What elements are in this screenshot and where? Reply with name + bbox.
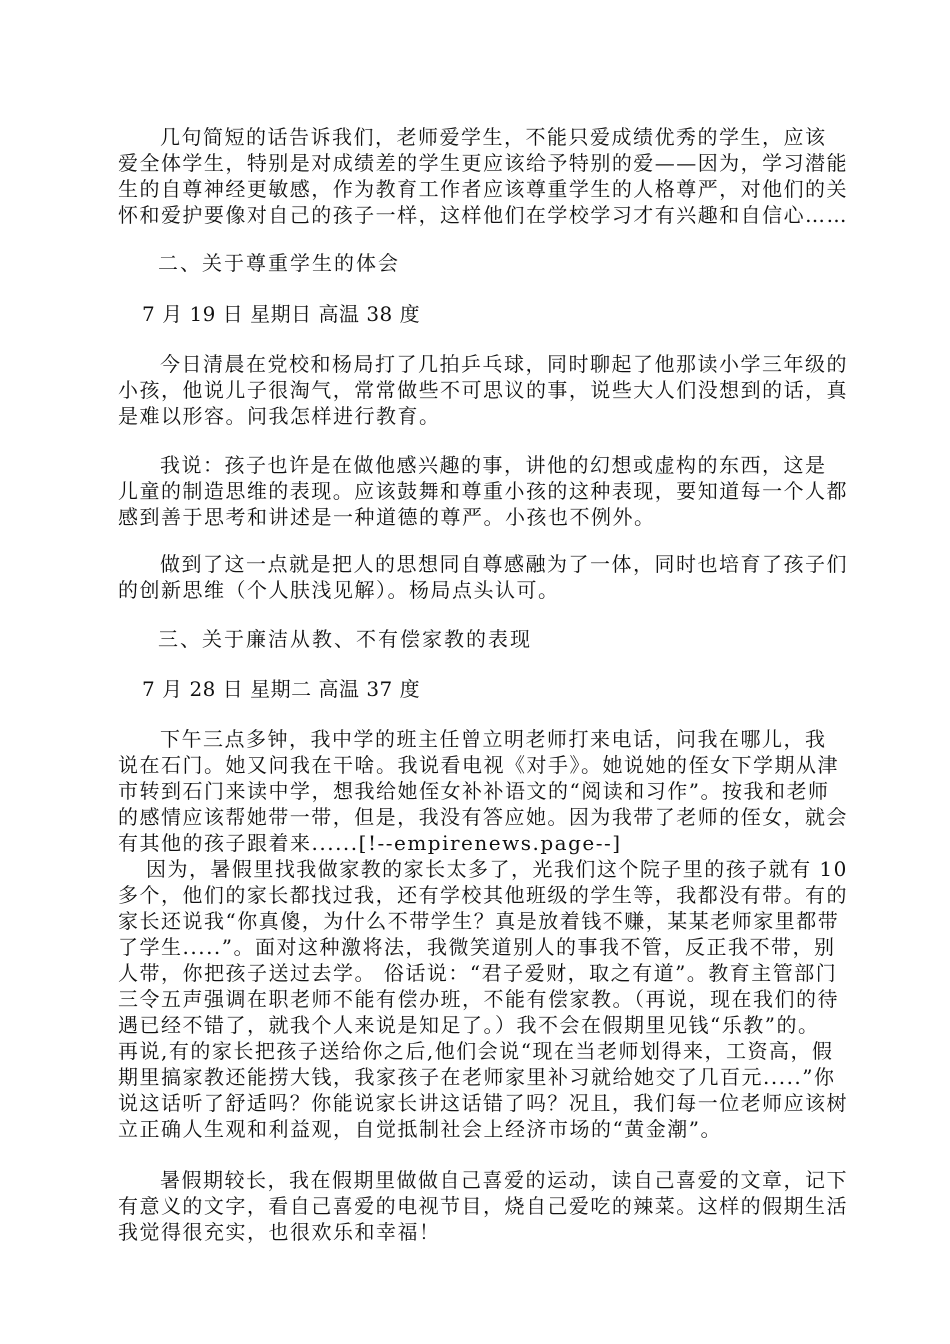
text-line: 爱全体学生，特别是对成绩差的学生更应该给予特别的爱——因为，学习潜能 <box>118 151 848 175</box>
text-line: 暑假期较长，我在假期里做做自己喜爱的运动，读自己喜爱的文章，记下 <box>160 1168 848 1192</box>
paragraph-my-answer <box>118 452 848 530</box>
text-line: 今日清晨在党校和杨局打了几拍乒乓球，同时聊起了他那读小学三年级的 <box>160 352 848 376</box>
text-line: 家长还说我“你真傻，为什么不带学生？真是放着钱不赚，某某老师家里都带 <box>118 909 840 933</box>
text-line: 是难以形容。问我怎样进行教育。 <box>118 404 441 428</box>
paragraph-summer-life <box>118 1167 848 1245</box>
diary-date-0719: 7 月 19 日 星期日 高温 38 度 <box>142 302 421 326</box>
text-line: 的创新思维（个人肤浅见解）。杨局点头认可。 <box>118 578 560 602</box>
text-line: 我说：孩子也许是在做他感兴趣的事，讲他的幻想或虚构的东西，这是 <box>160 453 827 477</box>
text-line: 怀和爱护要像对自己的孩子一样，这样他们在学校学习才有兴趣和自信心…… <box>118 203 848 227</box>
paragraph-no-tutoring <box>118 856 848 1142</box>
text-line: 说在石门。她又问我在干啥。我说看电视《对手》。她说她的侄女下学期从津 <box>118 753 839 777</box>
section-heading-integrity: 三、关于廉洁从教、不有偿家教的表现 <box>158 627 532 651</box>
text-line: 感到善于思考和讲述是一种道德的尊严。小孩也不例外。 <box>118 505 656 529</box>
text-line: 有意义的文字，看自己喜爱的电视节目，烧自己爱吃的辣菜。这样的假期生活 <box>118 1194 848 1218</box>
text-line: 遇已经不错了，就我个人来说是知足了。）我不会在假期里见钱“乐教”的。 <box>118 1013 820 1037</box>
text-line: 小孩，他说儿子很淘气，常常做些不可思议的事，说些大人们没想到的话，真 <box>118 378 848 402</box>
text-line: 的感情应该帮她带一带，但是，我没有答应她。因为我带了老师的侄女，就会 <box>118 805 848 829</box>
text-line: 立正确人生观和利益观，自觉抵制社会上经济市场的“黄金潮”。 <box>118 1117 722 1141</box>
section-heading-respect: 二、关于尊重学生的体会 <box>158 251 400 275</box>
text-line: 市转到石门来读中学，想我给她侄女补补语文的“阅读和习作”。按我和老师 <box>118 779 830 803</box>
paragraph-self-esteem <box>118 551 848 603</box>
text-line: 我觉得很充实，也很欢乐和幸福！ <box>118 1220 441 1244</box>
text-line: 做到了这一点就是把人的思想同自尊感融为了一体，同时也培育了孩子们 <box>160 552 848 576</box>
text-line: 说这话听了舒适吗？你能说家长讲这话错了吗？况且，我们每一位老师应该树 <box>118 1091 848 1115</box>
paragraph-phone-call <box>118 726 848 856</box>
diary-date-0728: 7 月 28 日 星期二 高温 37 度 <box>142 677 421 701</box>
text-line: 人带，你把孩子送过去学。 俗话说：“君子爱财，取之有道”。教育主管部门 <box>118 961 838 985</box>
text-line: 三令五声强调在职老师不能有偿办班，不能有偿家教。（再说，现在我们的待 <box>118 987 839 1011</box>
text-line: 下午三点多钟，我中学的班主任曾立明老师打来电话，问我在哪儿，我 <box>160 727 827 751</box>
text-line: 几句简短的话告诉我们，老师爱学生，不能只爱成绩优秀的学生，应该 <box>160 125 827 149</box>
text-line: 生的自尊神经更敏感，作为教育工作者应该尊重学生的人格尊严，对他们的关 <box>118 177 848 201</box>
text-line: 了学生.....”。面对这种激将法，我微笑道别人的事我不管，反正我不带，别 <box>118 935 836 959</box>
paragraph-teacher-love <box>118 124 848 228</box>
text-line: 儿童的制造思维的表现。应该鼓舞和尊重小孩的这种表现，要知道每一个人都 <box>118 479 848 503</box>
text-line: 期里搞家教还能捞大钱，我家孩子在老师家里补习就给她交了几百元.....”你 <box>118 1065 836 1089</box>
text-line: 再说,有的家长把孩子送给你之后,他们会说“现在当老师划得来，工资高，假 <box>118 1039 834 1063</box>
text-line: 多个，他们的家长都找过我，还有学校其他班级的学生等，我都没有带。有的 <box>118 883 848 907</box>
text-line: 因为，暑假里找我做家教的家长太多了，光我们这个院子里的孩子就有 10 <box>146 857 848 881</box>
paragraph-pingpong <box>118 351 848 429</box>
text-line: 有其他的孩子跟着来......[!--empirenews.page--] <box>118 831 622 855</box>
